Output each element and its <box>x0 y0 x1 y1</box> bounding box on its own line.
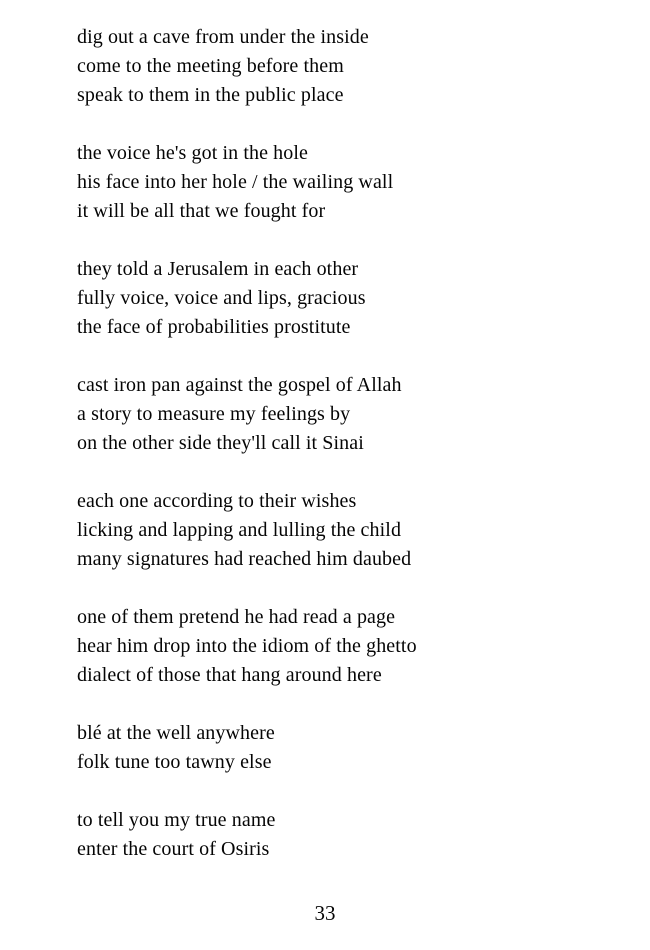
poem-line: his face into her hole / the wailing wall <box>77 171 394 193</box>
poem-line: one of them pretend he had read a page <box>77 606 396 628</box>
poem-line: to tell you my true name <box>77 809 276 831</box>
poem-line: many signatures had reached him daubed <box>77 548 412 570</box>
poem-line: it will be all that we fought for <box>77 200 326 222</box>
poem-line: cast iron pan against the gospel of Allah <box>77 374 402 396</box>
stanza-6 <box>77 603 417 690</box>
stanza-7 <box>77 719 417 777</box>
poem-line: blé at the well anywhere <box>77 722 275 744</box>
poem-line: dialect of those that hang around here <box>77 664 382 686</box>
poem-line: the face of probabilities prostitute <box>77 316 351 338</box>
stanza-2 <box>77 139 417 226</box>
poem-line: on the other side they'll call it Sinai <box>77 432 364 454</box>
stanza-3 <box>77 255 417 342</box>
poem-line: each one according to their wishes <box>77 490 357 512</box>
page-number: 33 <box>314 901 336 925</box>
poem-line: enter the court of Osiris <box>77 838 270 860</box>
poem-line: speak to them in the public place <box>77 84 344 106</box>
stanza-4 <box>77 371 417 458</box>
poem-line: hear him drop into the idiom of the ghetto <box>77 635 417 657</box>
poem-line: fully voice, voice and lips, gracious <box>77 287 366 309</box>
poem-line: licking and lapping and lulling the child <box>77 519 402 541</box>
poem-line: folk tune too tawny else <box>77 751 272 773</box>
poem-line: come to the meeting before them <box>77 55 344 77</box>
poem-line: a story to measure my feelings by <box>77 403 351 425</box>
poem-line: they told a Jerusalem in each other <box>77 258 359 280</box>
poem-line: the voice he's got in the hole <box>77 142 308 164</box>
stanza-1 <box>77 23 417 110</box>
stanza-8 <box>77 806 417 864</box>
poem-line: dig out a cave from under the inside <box>77 26 369 48</box>
poem-body <box>77 23 417 893</box>
stanza-5 <box>77 487 417 574</box>
